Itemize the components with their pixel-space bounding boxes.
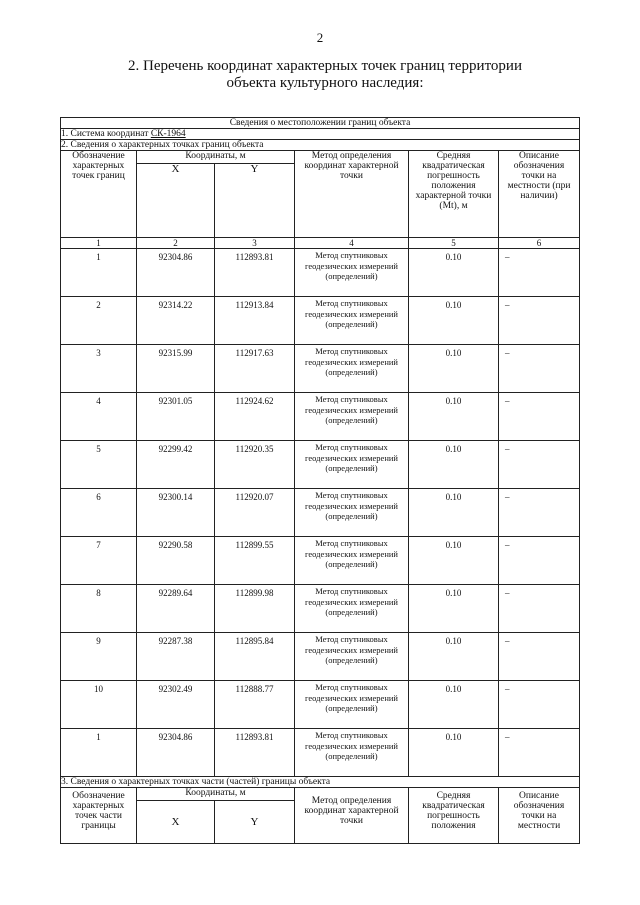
description-cell: – [499, 489, 580, 537]
table-row [61, 489, 580, 537]
x-coordinate-cell: 92304.86 [137, 249, 215, 297]
x-coordinate-cell: 92315.99 [137, 345, 215, 393]
description-cell: – [499, 345, 580, 393]
method-cell: Метод спутниковых геодезических измерений (определений) [295, 441, 409, 489]
table-row [61, 585, 580, 633]
point-cell: 6 [61, 489, 137, 537]
header-x: X [137, 164, 215, 238]
table-row [61, 297, 580, 345]
table-row [61, 681, 580, 729]
table-row [61, 729, 580, 777]
column-index: 6 [499, 238, 580, 249]
x-coordinate-cell: 92304.86 [137, 729, 215, 777]
header-point-label: Обозначение характерных точек границ [61, 151, 137, 238]
description-cell: – [499, 681, 580, 729]
x-coordinate-cell: 92314.22 [137, 297, 215, 345]
description-cell: – [499, 441, 580, 489]
column-index: 4 [295, 238, 409, 249]
description-cell: – [499, 297, 580, 345]
description-cell: – [499, 537, 580, 585]
section-2-row [61, 140, 580, 151]
table-title-row [61, 118, 580, 129]
coordinate-system-row [61, 129, 580, 140]
error-cell: 0.10 [409, 681, 499, 729]
method-cell: Метод спутниковых геодезических измерений (определений) [295, 249, 409, 297]
x-coordinate-cell: 92287.38 [137, 633, 215, 681]
x-coordinate-cell: 92289.64 [137, 585, 215, 633]
table-row [61, 441, 580, 489]
table-row [61, 633, 580, 681]
description-cell: – [499, 249, 580, 297]
heading-line-1: 2. Перечень координат характерных точек границ территории [128, 58, 522, 74]
header3-coords: Координаты, м [137, 788, 295, 801]
y-coordinate-cell: 112913.84 [215, 297, 295, 345]
section-3-header-row-1 [61, 788, 580, 801]
coordinate-system-cell [61, 129, 580, 140]
error-cell: 0.10 [409, 297, 499, 345]
y-coordinate-cell: 112920.07 [215, 489, 295, 537]
error-cell: 0.10 [409, 393, 499, 441]
y-coordinate-cell: 112893.81 [215, 729, 295, 777]
header3-x: X [137, 801, 215, 844]
column-index: 2 [137, 238, 215, 249]
table-row [61, 537, 580, 585]
page-number: 2 [316, 30, 324, 45]
point-cell: 7 [61, 537, 137, 585]
error-cell: 0.10 [409, 585, 499, 633]
table-row [61, 393, 580, 441]
error-cell: 0.10 [409, 729, 499, 777]
error-cell: 0.10 [409, 489, 499, 537]
error-cell: 0.10 [409, 249, 499, 297]
error-cell: 0.10 [409, 537, 499, 585]
point-cell: 3 [61, 345, 137, 393]
point-cell: 1 [61, 729, 137, 777]
x-coordinate-cell: 92300.14 [137, 489, 215, 537]
point-cell: 8 [61, 585, 137, 633]
column-index-row [61, 238, 580, 249]
description-cell: – [499, 729, 580, 777]
y-coordinate-cell: 112893.81 [215, 249, 295, 297]
x-coordinate-cell: 92302.49 [137, 681, 215, 729]
section-3-title: 3. Сведения о характерных точках части (частей) границы объекта [61, 777, 580, 788]
method-cell: Метод спутниковых геодезических измерений (определений) [295, 345, 409, 393]
header3-method: Метод определения координат характерной точки [295, 788, 409, 844]
coordinate-system-value: СК-1964 [150, 129, 186, 139]
coordinate-system-label: 1. Система координат [61, 129, 151, 139]
x-coordinate-cell: 92299.42 [137, 441, 215, 489]
column-index: 1 [61, 238, 137, 249]
point-cell: 1 [61, 249, 137, 297]
header-y: Y [215, 164, 295, 238]
y-coordinate-cell: 112920.35 [215, 441, 295, 489]
method-cell: Метод спутниковых геодезических измерений (определений) [295, 585, 409, 633]
point-cell: 5 [61, 441, 137, 489]
column-index: 3 [215, 238, 295, 249]
method-cell: Метод спутниковых геодезических измерений (определений) [295, 537, 409, 585]
y-coordinate-cell: 112924.62 [215, 393, 295, 441]
header-method: Метод определения координат характерной точки [295, 151, 409, 238]
y-coordinate-cell: 112888.77 [215, 681, 295, 729]
section-3-row [61, 777, 580, 788]
table-row [61, 249, 580, 297]
y-coordinate-cell: 112895.84 [215, 633, 295, 681]
column-index: 5 [409, 238, 499, 249]
method-cell: Метод спутниковых геодезических измерений (определений) [295, 681, 409, 729]
document-heading [60, 58, 590, 92]
point-cell: 4 [61, 393, 137, 441]
header-description: Описание обозначения точки на местности (при наличии) [499, 151, 580, 238]
header-error: Средняя квадратическая погрешность положения характерной точки (Mt), м [409, 151, 499, 238]
table-row [61, 345, 580, 393]
point-cell: 2 [61, 297, 137, 345]
header3-y: Y [215, 801, 295, 844]
error-cell: 0.10 [409, 441, 499, 489]
y-coordinate-cell: 112917.63 [215, 345, 295, 393]
description-cell: – [499, 633, 580, 681]
method-cell: Метод спутниковых геодезических измерений (определений) [295, 489, 409, 537]
method-cell: Метод спутниковых геодезических измерений (определений) [295, 297, 409, 345]
method-cell: Метод спутниковых геодезических измерений (определений) [295, 633, 409, 681]
y-coordinate-cell: 112899.55 [215, 537, 295, 585]
section-2-title: 2. Сведения о характерных точках границ объекта [61, 140, 580, 151]
point-cell: 9 [61, 633, 137, 681]
header3-error: Средняя квадратическая погрешность положения [409, 788, 499, 844]
boundary-coordinates-table [60, 117, 580, 844]
heading-line-2: объекта культурного наследия: [226, 75, 424, 91]
method-cell: Метод спутниковых геодезических измерений (определений) [295, 393, 409, 441]
error-cell: 0.10 [409, 633, 499, 681]
x-coordinate-cell: 92301.05 [137, 393, 215, 441]
method-cell: Метод спутниковых геодезических измерений (определений) [295, 729, 409, 777]
description-cell: – [499, 585, 580, 633]
header-row-1 [61, 151, 580, 164]
table-title: Сведения о местоположении границ объекта [61, 118, 580, 129]
header3-description: Описание обозначения точки на местности [499, 788, 580, 844]
header3-point-label: Обозначение характерных точек части границы [61, 788, 137, 844]
y-coordinate-cell: 112899.98 [215, 585, 295, 633]
error-cell: 0.10 [409, 345, 499, 393]
header-coords: Координаты, м [137, 151, 295, 164]
x-coordinate-cell: 92290.58 [137, 537, 215, 585]
point-cell: 10 [61, 681, 137, 729]
description-cell: – [499, 393, 580, 441]
